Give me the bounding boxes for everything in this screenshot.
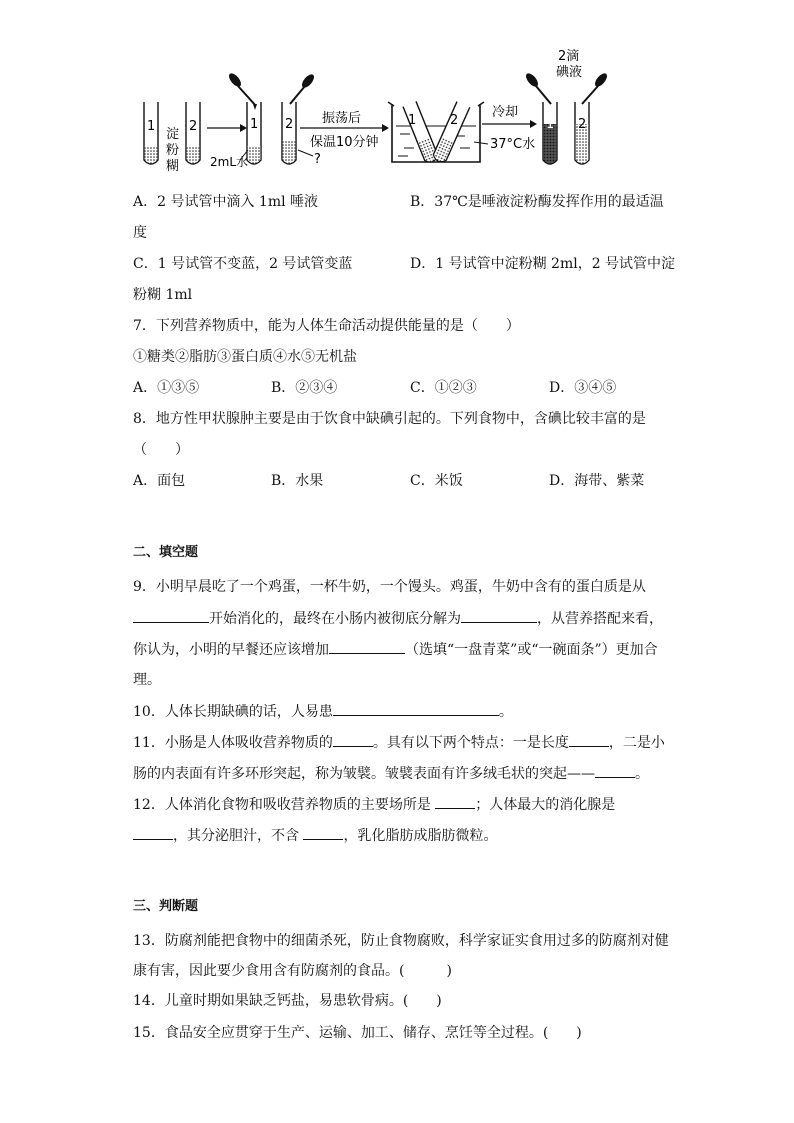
section-3-title: 三、判断题 [133, 899, 199, 914]
q9-line2: 开始消化的，最终在小肠内被彻底分解为 ，从营养搭配来看， [133, 608, 663, 628]
arrow2-top-label: 冷却 [492, 105, 519, 120]
beaker-tube-2-label: 2 [450, 113, 459, 128]
tube-1-label: 1 [147, 119, 156, 134]
q8-option-b: B．水果 [271, 473, 324, 489]
q8-bracket: （ ） [133, 442, 189, 458]
tube-2-label-step2: 2 [285, 117, 294, 132]
q11-blank-1[interactable] [333, 732, 373, 747]
q6-option-b-line2: 度 [133, 225, 147, 241]
experiment-figure [0, 0, 794, 180]
q8-stem: 8．地方性甲状腺肿主要是由于饮食中缺碘引起的。下列食物中，含碘比较丰富的是 [133, 411, 646, 427]
starch-label-2: 粉 [166, 143, 180, 158]
q9-line4: 理。 [133, 672, 161, 688]
q10-blank[interactable] [333, 701, 499, 716]
q12-line1: 12．人体消化食物和吸收营养物质的主要场所是 ；人体最大的消化腺是 [133, 794, 615, 814]
q13-line1: 13．防腐剂能把食物中的细菌杀死，防止食物腐败，科学家证实食用过多的防腐剂对健 [133, 933, 669, 949]
section-2-title: 二、填空题 [133, 545, 199, 560]
q6-option-d-line1: D．1 号试管中淀粉糊 2ml，2 号试管中淀 [410, 256, 676, 272]
q6-option-d-line2: 粉糊 1ml [133, 287, 193, 303]
q7-items: ①糖类②脂肪③蛋白质④水⑤无机盐 [133, 349, 357, 365]
q9-blank-2[interactable] [461, 608, 537, 623]
q8-option-a: A．面包 [133, 473, 186, 489]
beaker-tube-1-label: 1 [408, 113, 417, 128]
q8-option-d: D．海带、紫菜 [549, 473, 645, 489]
q9-blank-1[interactable] [133, 608, 209, 623]
tube-2-label-step4: 2 [578, 117, 587, 132]
water-beaker [388, 101, 484, 164]
q8-option-c: C．米饭 [410, 473, 463, 489]
q11-blank-2[interactable] [569, 732, 609, 747]
q7-option-b: B．②③④ [271, 380, 338, 396]
q9-line1: 9．小明早晨吃了一个鸡蛋，一杯牛奶，一个馒头。鸡蛋，牛奶中含有的蛋白质是从 [133, 579, 646, 595]
q9-blank-3[interactable] [329, 639, 405, 654]
tube-2-label: 2 [189, 119, 198, 134]
q15: 15．食品安全应贯穿于生产、运输、加工、储存、烹饪等全过程。( ) [133, 1025, 582, 1041]
tube-1-label-step2: 1 [250, 117, 259, 132]
water-label: 2mL水 [210, 155, 249, 169]
q7-option-a: A．①③⑤ [133, 380, 200, 396]
q11-line2: 肠的内表面有许多环形突起，称为皱襞。皱襞表面有许多绒毛状的突起—— 。 [133, 763, 649, 783]
starch-label-3: 糊 [166, 159, 180, 174]
tube-1-label-step4: 1 [546, 117, 555, 132]
q14: 14．儿童时期如果缺乏钙盐，易患软骨病。( ) [133, 993, 442, 1009]
q6-option-b-line1: B．37℃是唾液淀粉酶发挥作用的最适温 [410, 194, 664, 210]
starch-label-1: 淀 [166, 127, 180, 142]
q12-blank-3[interactable] [303, 825, 343, 840]
q6-option-c: C．1 号试管不变蓝，2 号试管变蓝 [133, 256, 353, 272]
iodine-label-1: 2滴 [558, 49, 580, 64]
q12-blank-2[interactable] [133, 825, 173, 840]
q12-blank-1[interactable] [435, 794, 475, 809]
q6-option-a: A．2 号试管中滴入 1ml 唾液 [133, 194, 319, 210]
q9-line3: 你认为，小明的早餐还应该增加 （选填“一盘青菜”或“一碗面条”）更加合 [133, 639, 658, 659]
iodine-label-2: 碘液 [556, 65, 583, 80]
arrow1-bottom-label: 保温10分钟 [310, 135, 379, 150]
question-mark: ? [314, 152, 321, 167]
q11-blank-3[interactable] [595, 763, 635, 778]
q12-line2: ，其分泌胆汁，不含 ，乳化脂肪成脂肪微粒。 [133, 825, 497, 845]
q13-line2: 康有害，因此要少食用含有防腐剂的食品。( ) [133, 963, 452, 979]
q10: 10．人体长期缺碘的话，人易患 。 [133, 701, 513, 721]
q7-stem: 7．下列营养物质中，能为人体生命活动提供能量的是（ ） [133, 318, 520, 334]
arrow2-bottom-label: 37°C水 [490, 137, 536, 152]
q7-option-c: C．①②③ [410, 380, 477, 396]
q7-option-d: D．③④⑤ [549, 380, 617, 396]
q11-line1: 11．小肠是人体吸收营养物质的 。具有以下两个特点：一是长度 ，二是小 [133, 732, 665, 752]
arrow1-top-label: 振荡后 [322, 111, 362, 126]
